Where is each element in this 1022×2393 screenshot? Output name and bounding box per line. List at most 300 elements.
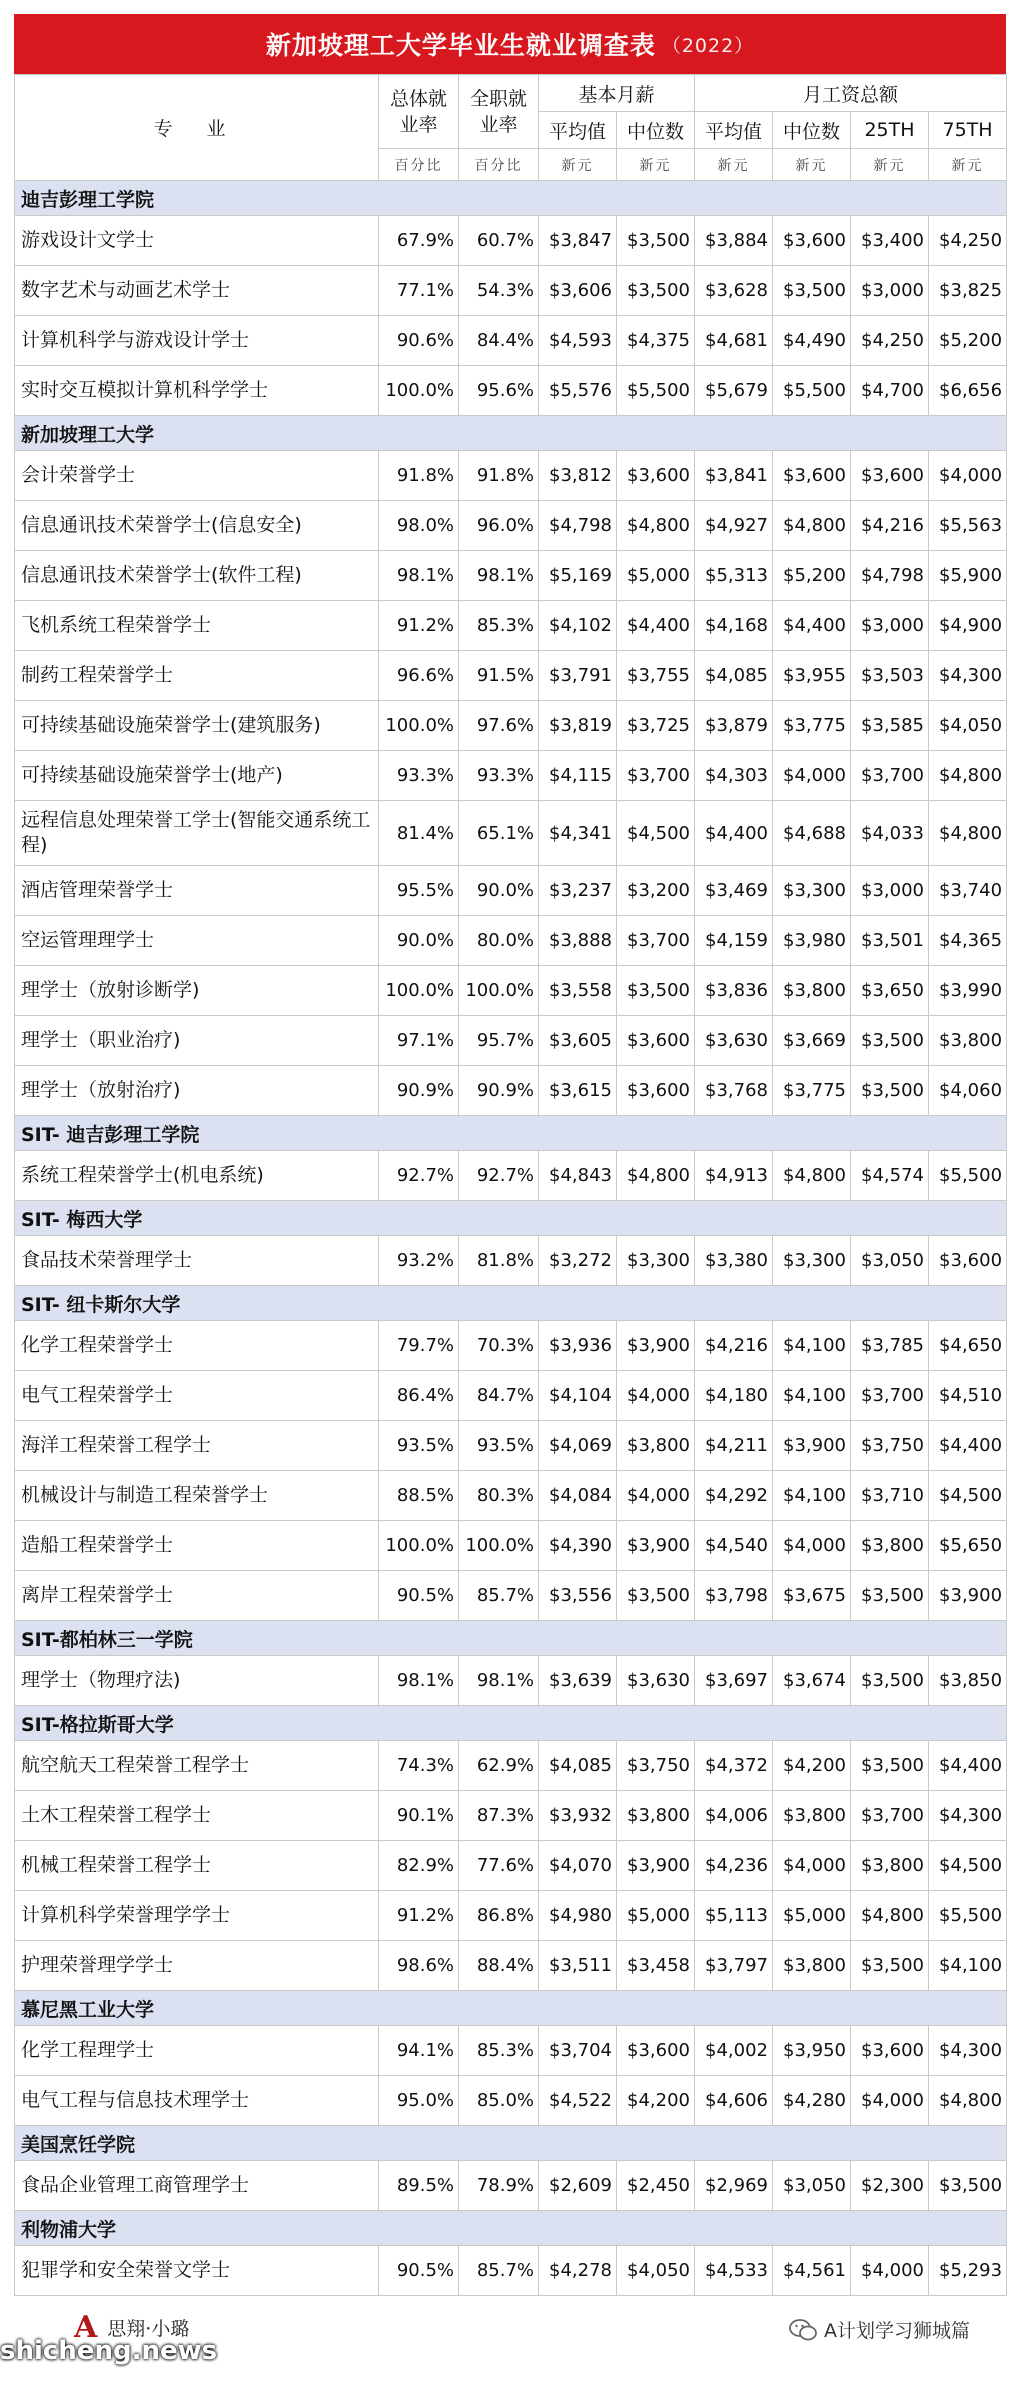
cell-gross-p75: $4,400 (929, 1741, 1007, 1791)
section-name: SIT- 梅西大学 (15, 1201, 1007, 1236)
major-name: 系统工程荣誉学士(机电系统) (15, 1151, 379, 1201)
cell-gross-mean: $5,679 (695, 366, 773, 416)
unit-gross-mean: 新元 (695, 149, 773, 181)
cell-basic-mean: $5,576 (539, 366, 617, 416)
cell-gross-p75: $4,100 (929, 1941, 1007, 1991)
cell-fulltime-rate: 98.1% (459, 551, 539, 601)
site-watermark: shicheng.news (0, 2336, 218, 2366)
header-basic-median: 中位数 (617, 112, 695, 149)
unit-overall: 百分比 (379, 149, 459, 181)
cell-basic-mean: $4,798 (539, 501, 617, 551)
table-row (15, 2246, 1007, 2296)
section-name: 利物浦大学 (15, 2211, 1007, 2246)
cell-basic-mean: $4,522 (539, 2076, 617, 2126)
table-row (15, 651, 1007, 701)
section-row (15, 1991, 1007, 2026)
cell-fulltime-rate: 91.8% (459, 451, 539, 501)
cell-gross-p75: $6,656 (929, 366, 1007, 416)
cell-gross-median: $4,800 (773, 501, 851, 551)
cell-fulltime-rate: 84.7% (459, 1371, 539, 1421)
cell-gross-p75: $4,800 (929, 801, 1007, 866)
cell-basic-median: $4,000 (617, 1471, 695, 1521)
cell-gross-median: $4,400 (773, 601, 851, 651)
major-name: 土木工程荣誉工程学士 (15, 1791, 379, 1841)
cell-gross-median: $4,490 (773, 316, 851, 366)
cell-gross-median: $4,800 (773, 1151, 851, 1201)
major-name: 犯罪学和安全荣誉文学士 (15, 2246, 379, 2296)
section-name: SIT-格拉斯哥大学 (15, 1706, 1007, 1741)
cell-gross-mean: $5,313 (695, 551, 773, 601)
cell-gross-mean: $3,884 (695, 216, 773, 266)
cell-gross-mean: $4,533 (695, 2246, 773, 2296)
cell-basic-median: $3,755 (617, 651, 695, 701)
cell-basic-median: $3,700 (617, 751, 695, 801)
major-name: 实时交互模拟计算机科学学士 (15, 366, 379, 416)
major-name: 食品企业管理工商管理学士 (15, 2161, 379, 2211)
cell-overall-rate: 79.7% (379, 1321, 459, 1371)
cell-gross-median: $3,980 (773, 916, 851, 966)
cell-gross-mean: $4,372 (695, 1741, 773, 1791)
cell-basic-median: $3,900 (617, 1521, 695, 1571)
cell-overall-rate: 93.3% (379, 751, 459, 801)
cell-gross-p25: $3,700 (851, 1371, 929, 1421)
major-name: 远程信息处理荣誉工学士(智能交通系统工程) (15, 801, 379, 866)
cell-gross-mean: $4,211 (695, 1421, 773, 1471)
cell-basic-median: $3,300 (617, 1236, 695, 1286)
cell-gross-p75: $5,500 (929, 1891, 1007, 1941)
cell-basic-mean: $3,791 (539, 651, 617, 701)
major-name: 信息通讯技术荣誉学士(信息安全) (15, 501, 379, 551)
table-row (15, 2161, 1007, 2211)
section-name: 慕尼黑工业大学 (15, 1991, 1007, 2026)
cell-gross-p75: $4,060 (929, 1066, 1007, 1116)
table-row (15, 366, 1007, 416)
cell-gross-p75: $4,900 (929, 601, 1007, 651)
cell-fulltime-rate: 93.5% (459, 1421, 539, 1471)
cell-gross-mean: $3,630 (695, 1016, 773, 1066)
cell-gross-p25: $3,600 (851, 451, 929, 501)
cell-gross-p25: $4,000 (851, 2246, 929, 2296)
cell-gross-median: $3,300 (773, 1236, 851, 1286)
section-row (15, 2126, 1007, 2161)
cell-gross-p25: $3,503 (851, 651, 929, 701)
table-row (15, 1891, 1007, 1941)
cell-gross-median: $3,800 (773, 966, 851, 1016)
cell-fulltime-rate: 96.0% (459, 501, 539, 551)
wechat-account (788, 2316, 970, 2343)
cell-fulltime-rate: 78.9% (459, 2161, 539, 2211)
cell-gross-p75: $3,740 (929, 866, 1007, 916)
cell-basic-median: $3,900 (617, 1321, 695, 1371)
cell-fulltime-rate: 54.3% (459, 266, 539, 316)
cell-gross-p25: $3,600 (851, 2026, 929, 2076)
employment-survey-table (14, 74, 1007, 2296)
cell-basic-median: $3,600 (617, 1016, 695, 1066)
cell-fulltime-rate: 98.1% (459, 1656, 539, 1706)
cell-basic-mean: $4,390 (539, 1521, 617, 1571)
cell-basic-median: $2,450 (617, 2161, 695, 2211)
cell-overall-rate: 90.6% (379, 316, 459, 366)
cell-gross-mean: $2,969 (695, 2161, 773, 2211)
cell-overall-rate: 100.0% (379, 1521, 459, 1571)
cell-gross-p25: $3,785 (851, 1321, 929, 1371)
cell-basic-median: $4,500 (617, 801, 695, 866)
cell-basic-mean: $4,278 (539, 2246, 617, 2296)
cell-gross-mean: $4,400 (695, 801, 773, 866)
cell-gross-median: $3,674 (773, 1656, 851, 1706)
cell-basic-mean: $3,605 (539, 1016, 617, 1066)
table-row (15, 601, 1007, 651)
cell-gross-p25: $3,500 (851, 1066, 929, 1116)
section-name: SIT-都柏林三一学院 (15, 1621, 1007, 1656)
cell-overall-rate: 94.1% (379, 2026, 459, 2076)
cell-gross-mean: $3,841 (695, 451, 773, 501)
cell-gross-p25: $3,000 (851, 866, 929, 916)
cell-gross-p75: $3,500 (929, 2161, 1007, 2211)
cell-gross-median: $3,775 (773, 701, 851, 751)
cell-fulltime-rate: 86.8% (459, 1891, 539, 1941)
cell-gross-p25: $3,500 (851, 1016, 929, 1066)
cell-overall-rate: 95.0% (379, 2076, 459, 2126)
cell-gross-mean: $4,180 (695, 1371, 773, 1421)
cell-gross-mean: $4,002 (695, 2026, 773, 2076)
cell-basic-median: $3,600 (617, 1066, 695, 1116)
cell-gross-mean: $3,798 (695, 1571, 773, 1621)
cell-gross-mean: $4,606 (695, 2076, 773, 2126)
cell-overall-rate: 93.5% (379, 1421, 459, 1471)
cell-overall-rate: 90.1% (379, 1791, 459, 1841)
major-name: 离岸工程荣誉学士 (15, 1571, 379, 1621)
cell-gross-median: $5,500 (773, 366, 851, 416)
cell-basic-median: $3,500 (617, 1571, 695, 1621)
cell-overall-rate: 92.7% (379, 1151, 459, 1201)
table-row (15, 1571, 1007, 1621)
cell-basic-mean: $4,104 (539, 1371, 617, 1421)
cell-gross-p25: $4,250 (851, 316, 929, 366)
cell-gross-p25: $3,710 (851, 1471, 929, 1521)
cell-gross-median: $3,669 (773, 1016, 851, 1066)
cell-gross-p25: $3,700 (851, 1791, 929, 1841)
table-row (15, 316, 1007, 366)
cell-overall-rate: 91.2% (379, 1891, 459, 1941)
cell-overall-rate: 98.1% (379, 551, 459, 601)
cell-gross-p75: $5,500 (929, 1151, 1007, 1201)
cell-gross-mean: $3,836 (695, 966, 773, 1016)
unit-basic-median: 新元 (617, 149, 695, 181)
major-name: 航空航天工程荣誉工程学士 (15, 1741, 379, 1791)
section-name: SIT- 迪吉彭理工学院 (15, 1116, 1007, 1151)
cell-basic-mean: $4,115 (539, 751, 617, 801)
cell-gross-p25: $3,650 (851, 966, 929, 1016)
header-gross-p25: 25TH (851, 112, 929, 149)
cell-fulltime-rate: 60.7% (459, 216, 539, 266)
cell-basic-mean: $3,556 (539, 1571, 617, 1621)
cell-basic-mean: $4,341 (539, 801, 617, 866)
major-name: 可持续基础设施荣誉学士(建筑服务) (15, 701, 379, 751)
section-name: 美国烹饪学院 (15, 2126, 1007, 2161)
cell-basic-median: $3,800 (617, 1421, 695, 1471)
table-row (15, 1421, 1007, 1471)
cell-basic-mean: $3,936 (539, 1321, 617, 1371)
cell-basic-median: $5,000 (617, 1891, 695, 1941)
cell-overall-rate: 100.0% (379, 366, 459, 416)
cell-gross-p75: $4,365 (929, 916, 1007, 966)
cell-fulltime-rate: 92.7% (459, 1151, 539, 1201)
cell-gross-median: $3,955 (773, 651, 851, 701)
cell-gross-median: $4,561 (773, 2246, 851, 2296)
cell-gross-median: $4,688 (773, 801, 851, 866)
table-row (15, 2076, 1007, 2126)
cell-gross-mean: $4,168 (695, 601, 773, 651)
cell-gross-median: $4,200 (773, 1741, 851, 1791)
footer (0, 2296, 1006, 2366)
cell-overall-rate: 95.5% (379, 866, 459, 916)
cell-gross-median: $3,050 (773, 2161, 851, 2211)
section-row (15, 1706, 1007, 1741)
cell-gross-p25: $4,700 (851, 366, 929, 416)
wechat-icon (788, 2318, 818, 2342)
cell-gross-p25: $3,000 (851, 601, 929, 651)
cell-overall-rate: 88.5% (379, 1471, 459, 1521)
cell-gross-median: $4,280 (773, 2076, 851, 2126)
major-name: 理学士（职业治疗) (15, 1016, 379, 1066)
cell-gross-p75: $4,510 (929, 1371, 1007, 1421)
major-name: 化学工程理学士 (15, 2026, 379, 2076)
cell-gross-p75: $4,300 (929, 651, 1007, 701)
cell-gross-p25: $4,800 (851, 1891, 929, 1941)
cell-overall-rate: 90.5% (379, 1571, 459, 1621)
cell-gross-p25: $3,050 (851, 1236, 929, 1286)
table-row (15, 1791, 1007, 1841)
cell-basic-mean: $2,609 (539, 2161, 617, 2211)
cell-fulltime-rate: 80.0% (459, 916, 539, 966)
cell-fulltime-rate: 100.0% (459, 966, 539, 1016)
cell-basic-mean: $4,593 (539, 316, 617, 366)
cell-overall-rate: 100.0% (379, 966, 459, 1016)
cell-gross-median: $4,000 (773, 1521, 851, 1571)
header-gross-mean: 平均值 (695, 112, 773, 149)
cell-fulltime-rate: 100.0% (459, 1521, 539, 1571)
major-name: 机械工程荣誉工程学士 (15, 1841, 379, 1891)
table-title-main: 新加坡理工大学毕业生就业调查表 (265, 31, 656, 60)
major-name: 理学士（放射诊断学) (15, 966, 379, 1016)
cell-gross-p75: $4,300 (929, 1791, 1007, 1841)
cell-gross-mean: $4,681 (695, 316, 773, 366)
unit-gross-p75: 新元 (929, 149, 1007, 181)
cell-fulltime-rate: 90.0% (459, 866, 539, 916)
cell-gross-p25: $3,800 (851, 1521, 929, 1571)
major-name: 计算机科学与游戏设计学士 (15, 316, 379, 366)
cell-gross-median: $3,950 (773, 2026, 851, 2076)
cell-basic-mean: $3,847 (539, 216, 617, 266)
section-row (15, 2211, 1007, 2246)
table-title (14, 14, 1006, 74)
cell-gross-p75: $5,900 (929, 551, 1007, 601)
table-row (15, 2026, 1007, 2076)
table-row (15, 1371, 1007, 1421)
cell-basic-mean: $5,169 (539, 551, 617, 601)
cell-gross-median: $4,000 (773, 751, 851, 801)
cell-overall-rate: 90.5% (379, 2246, 459, 2296)
cell-gross-mean: $3,697 (695, 1656, 773, 1706)
cell-overall-rate: 96.6% (379, 651, 459, 701)
cell-fulltime-rate: 77.6% (459, 1841, 539, 1891)
cell-gross-median: $5,200 (773, 551, 851, 601)
cell-basic-mean: $4,069 (539, 1421, 617, 1471)
table-row (15, 966, 1007, 1016)
cell-basic-median: $5,500 (617, 366, 695, 416)
cell-gross-p75: $3,850 (929, 1656, 1007, 1706)
cell-basic-mean: $3,558 (539, 966, 617, 1016)
cell-gross-median: $4,100 (773, 1471, 851, 1521)
major-name: 造船工程荣誉学士 (15, 1521, 379, 1571)
cell-gross-median: $4,100 (773, 1321, 851, 1371)
table-row (15, 701, 1007, 751)
major-name: 信息通讯技术荣誉学士(软件工程) (15, 551, 379, 601)
major-name: 飞机系统工程荣誉学士 (15, 601, 379, 651)
header-basic-mean: 平均值 (539, 112, 617, 149)
table-row (15, 1656, 1007, 1706)
cell-gross-mean: $4,159 (695, 916, 773, 966)
cell-gross-p75: $4,300 (929, 2026, 1007, 2076)
major-name: 制药工程荣誉学士 (15, 651, 379, 701)
cell-gross-p25: $3,700 (851, 751, 929, 801)
cell-basic-median: $4,200 (617, 2076, 695, 2126)
table-row (15, 1941, 1007, 1991)
cell-gross-median: $3,800 (773, 1791, 851, 1841)
major-name: 空运管理理学士 (15, 916, 379, 966)
cell-basic-median: $4,800 (617, 501, 695, 551)
cell-basic-median: $3,200 (617, 866, 695, 916)
cell-overall-rate: 100.0% (379, 701, 459, 751)
cell-fulltime-rate: 85.7% (459, 1571, 539, 1621)
major-name: 理学士（物理疗法) (15, 1656, 379, 1706)
cell-gross-median: $3,900 (773, 1421, 851, 1471)
cell-overall-rate: 90.0% (379, 916, 459, 966)
cell-basic-mean: $3,606 (539, 266, 617, 316)
cell-basic-mean: $4,084 (539, 1471, 617, 1521)
cell-basic-median: $4,000 (617, 1371, 695, 1421)
cell-basic-mean: $3,704 (539, 2026, 617, 2076)
cell-basic-median: $3,600 (617, 2026, 695, 2076)
table-row (15, 1016, 1007, 1066)
logo-mark-icon: A (74, 2310, 98, 2345)
cell-gross-median: $3,600 (773, 216, 851, 266)
cell-overall-rate: 91.8% (379, 451, 459, 501)
header-gross-median: 中位数 (773, 112, 851, 149)
section-name: 迪吉彭理工学院 (15, 181, 1007, 216)
table-row (15, 451, 1007, 501)
cell-gross-p75: $4,800 (929, 2076, 1007, 2126)
cell-basic-median: $3,458 (617, 1941, 695, 1991)
unit-basic-mean: 新元 (539, 149, 617, 181)
cell-basic-median: $4,375 (617, 316, 695, 366)
section-name: 新加坡理工大学 (15, 416, 1007, 451)
cell-gross-median: $3,775 (773, 1066, 851, 1116)
cell-gross-p75: $5,563 (929, 501, 1007, 551)
cell-gross-mean: $4,540 (695, 1521, 773, 1571)
cell-gross-p25: $3,500 (851, 1741, 929, 1791)
cell-basic-median: $3,500 (617, 966, 695, 1016)
major-name: 电气工程与信息技术理学士 (15, 2076, 379, 2126)
cell-gross-p25: $3,400 (851, 216, 929, 266)
cell-overall-rate: 97.1% (379, 1016, 459, 1066)
cell-gross-p25: $4,033 (851, 801, 929, 866)
table-row (15, 1471, 1007, 1521)
cell-fulltime-rate: 80.3% (459, 1471, 539, 1521)
cell-gross-p25: $3,500 (851, 1571, 929, 1621)
cell-basic-mean: $4,085 (539, 1741, 617, 1791)
cell-basic-mean: $4,102 (539, 601, 617, 651)
cell-basic-median: $5,000 (617, 551, 695, 601)
cell-basic-mean: $3,615 (539, 1066, 617, 1116)
cell-gross-p75: $5,650 (929, 1521, 1007, 1571)
cell-gross-p75: $4,400 (929, 1421, 1007, 1471)
table-row (15, 1741, 1007, 1791)
header-major: 专 业 (15, 75, 379, 181)
major-name: 护理荣誉理学学士 (15, 1941, 379, 1991)
cell-gross-mean: $4,236 (695, 1841, 773, 1891)
cell-gross-median: $3,300 (773, 866, 851, 916)
cell-gross-mean: $4,303 (695, 751, 773, 801)
cell-basic-median: $3,800 (617, 1791, 695, 1841)
cell-basic-mean: $4,843 (539, 1151, 617, 1201)
cell-gross-p75: $3,900 (929, 1571, 1007, 1621)
cell-fulltime-rate: 87.3% (459, 1791, 539, 1841)
table-row (15, 1236, 1007, 1286)
cell-overall-rate: 98.6% (379, 1941, 459, 1991)
cell-gross-median: $3,800 (773, 1941, 851, 1991)
header-fulltime-rate: 全职就业率 (459, 75, 539, 149)
cell-fulltime-rate: 95.6% (459, 366, 539, 416)
unit-fulltime: 百分比 (459, 149, 539, 181)
cell-gross-p25: $4,574 (851, 1151, 929, 1201)
cell-gross-p75: $4,050 (929, 701, 1007, 751)
cell-gross-mean: $5,113 (695, 1891, 773, 1941)
cell-overall-rate: 74.3% (379, 1741, 459, 1791)
cell-overall-rate: 82.9% (379, 1841, 459, 1891)
table-row (15, 266, 1007, 316)
cell-gross-p25: $3,585 (851, 701, 929, 751)
cell-fulltime-rate: 84.4% (459, 316, 539, 366)
header-overall-rate: 总体就业率 (379, 75, 459, 149)
cell-gross-p75: $4,800 (929, 751, 1007, 801)
table-row (15, 216, 1007, 266)
cell-fulltime-rate: 97.6% (459, 701, 539, 751)
cell-basic-mean: $3,511 (539, 1941, 617, 1991)
cell-overall-rate: 93.2% (379, 1236, 459, 1286)
cell-basic-mean: $3,888 (539, 916, 617, 966)
survey-table-container (0, 14, 1006, 2366)
major-name: 电气工程荣誉学士 (15, 1371, 379, 1421)
cell-basic-median: $4,800 (617, 1151, 695, 1201)
cell-overall-rate: 77.1% (379, 266, 459, 316)
table-row (15, 501, 1007, 551)
cell-basic-median: $3,725 (617, 701, 695, 751)
cell-gross-p25: $4,216 (851, 501, 929, 551)
cell-basic-mean: $3,272 (539, 1236, 617, 1286)
cell-basic-median: $3,700 (617, 916, 695, 966)
cell-gross-median: $3,600 (773, 451, 851, 501)
cell-basic-median: $3,900 (617, 1841, 695, 1891)
section-row (15, 416, 1007, 451)
table-row (15, 1521, 1007, 1571)
cell-overall-rate: 91.2% (379, 601, 459, 651)
cell-overall-rate: 90.9% (379, 1066, 459, 1116)
section-row (15, 1116, 1007, 1151)
cell-gross-p25: $3,750 (851, 1421, 929, 1471)
table-row (15, 866, 1007, 916)
